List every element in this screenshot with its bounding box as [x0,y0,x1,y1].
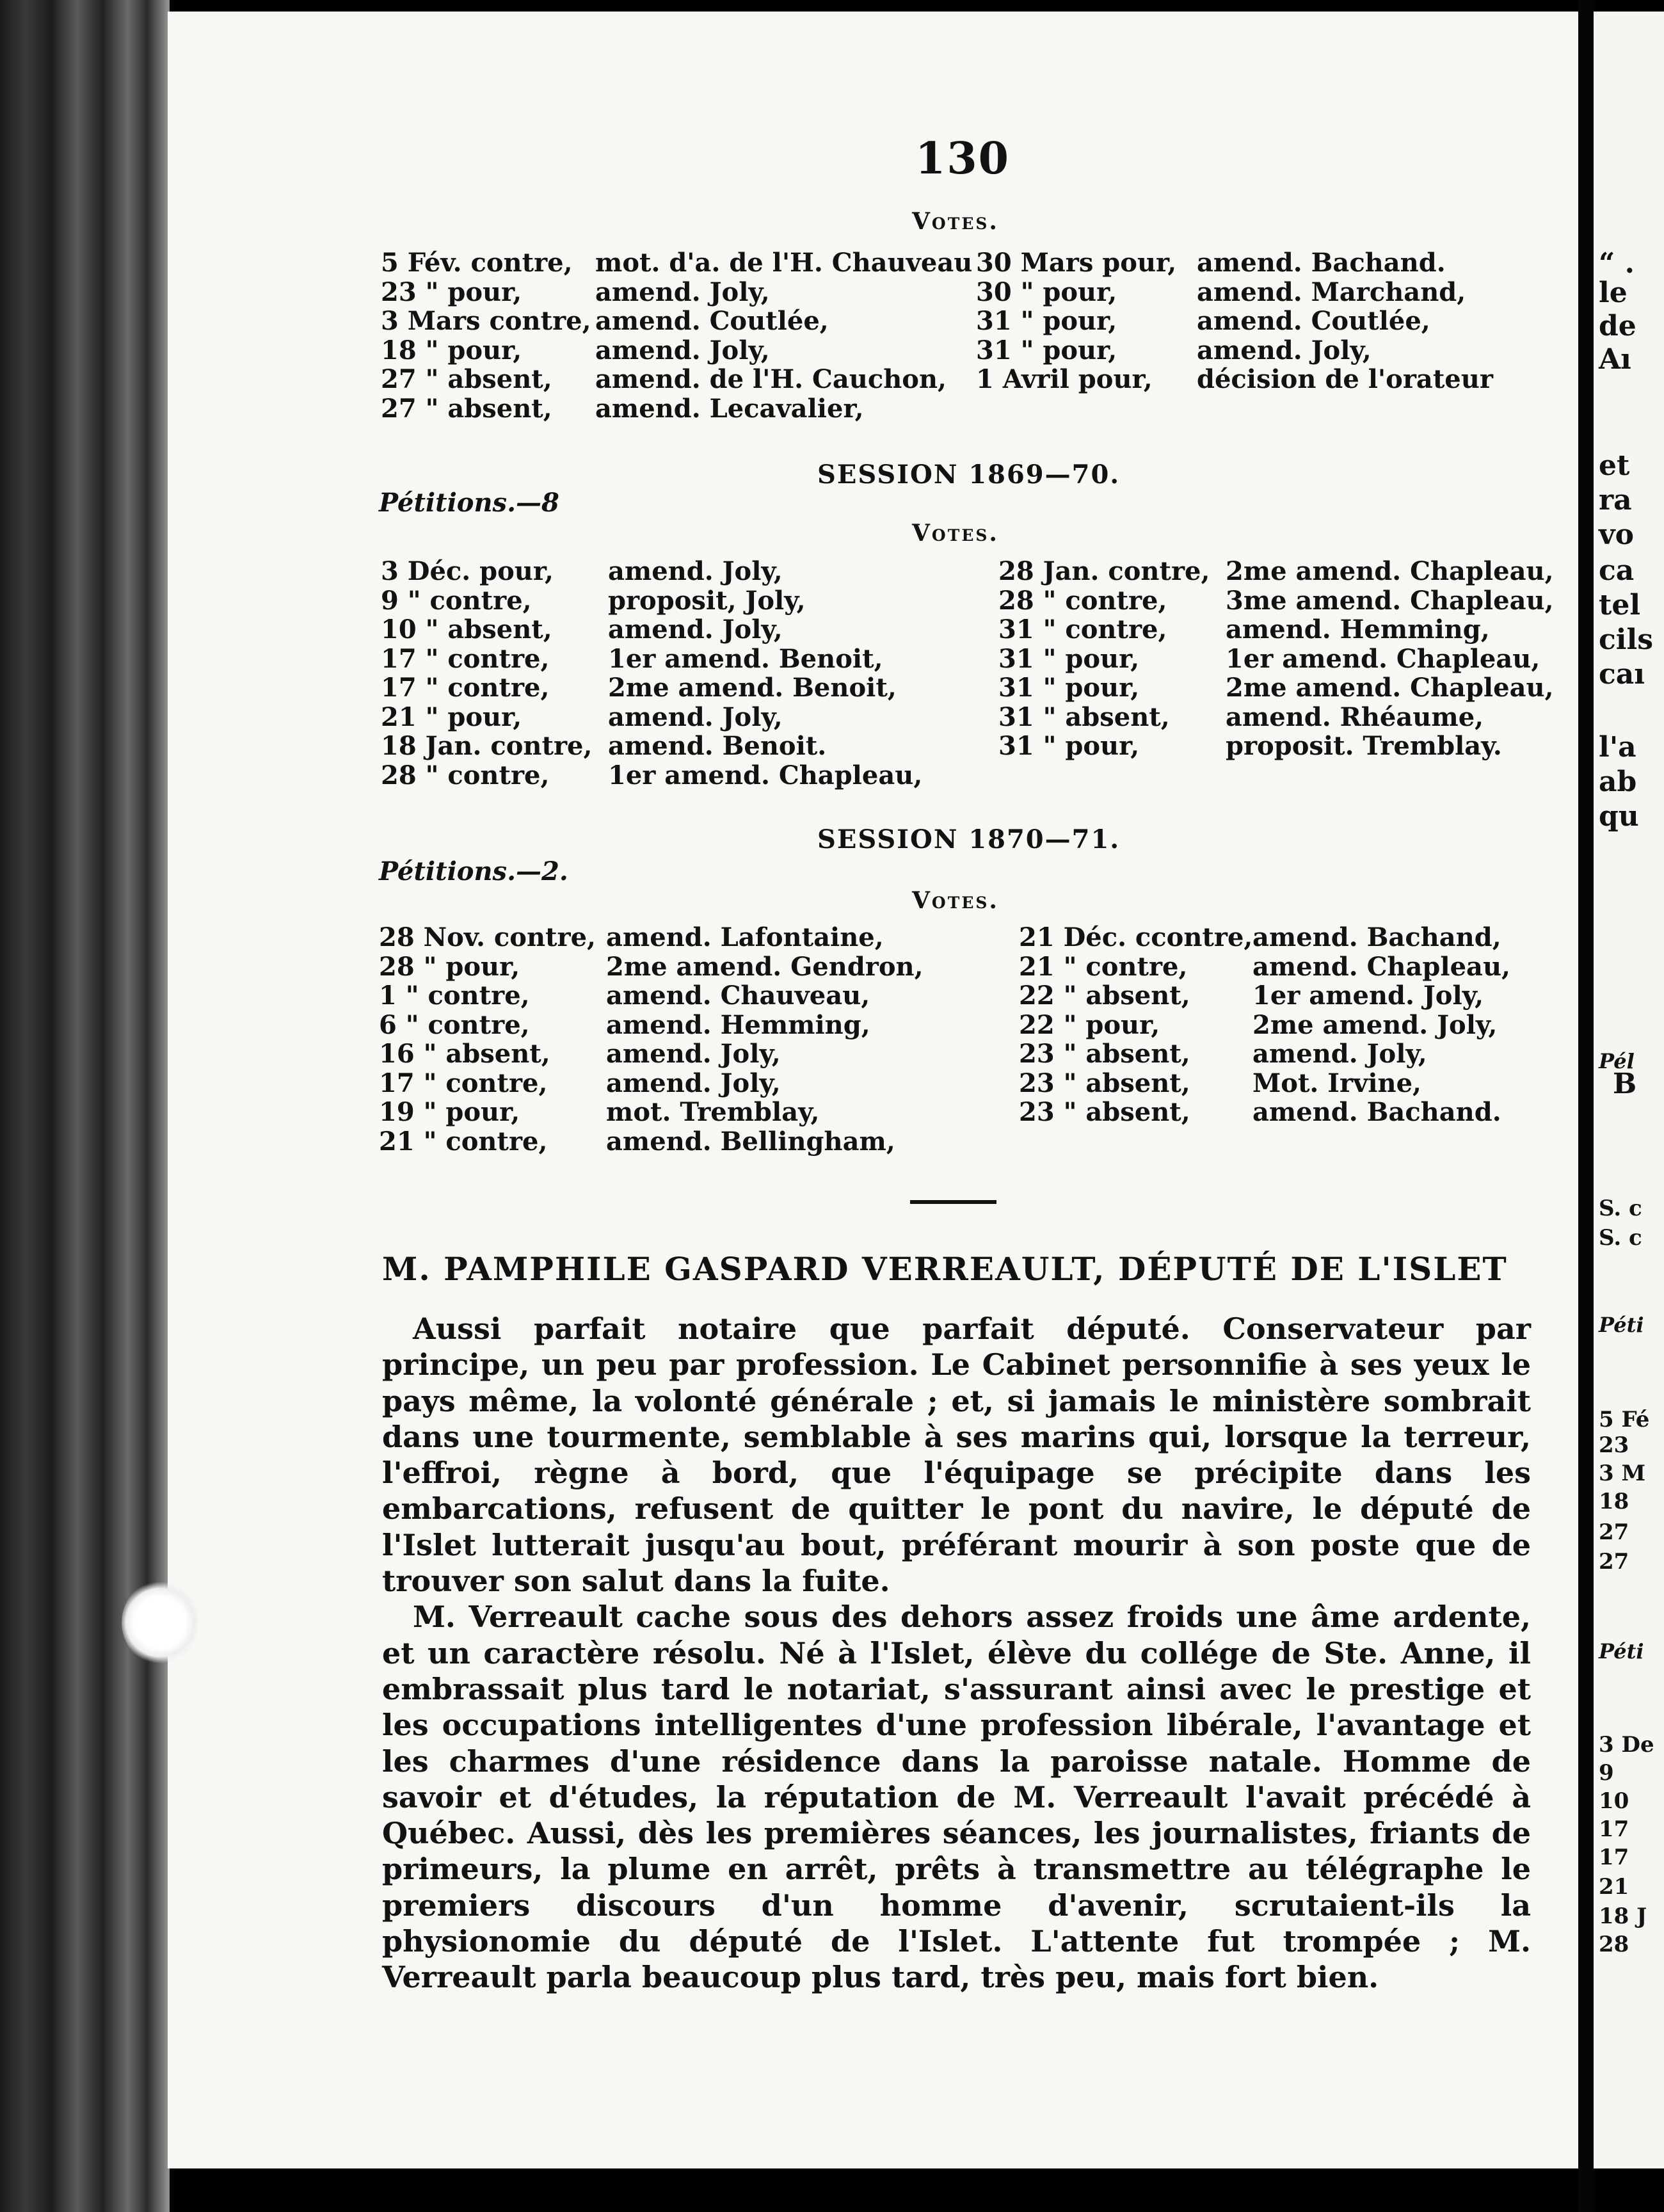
vote-cell: 19 " pour, [379,1097,520,1127]
vote-cell: 6 " contre, [379,1009,530,1040]
vote-cell: 27 " absent, [381,393,552,424]
paper-stain [122,1581,198,1664]
vote-cell: amend. Joly, [608,614,783,645]
vote-cell: 28 " contre, [998,585,1167,616]
vote-cell: 21 Déc. ccontre, [1019,922,1253,952]
article-body [382,1311,1531,1996]
page-number: 130 [915,133,1010,184]
next-page-fragment: 23 [1599,1432,1629,1458]
vote-cell: amend. Bachand. [1252,1097,1501,1127]
vote-cell: amend. Chauveau, [606,981,870,1011]
vote-cell: 30 " pour, [976,276,1117,307]
vote-cell: 28 Jan. contre, [998,556,1210,586]
next-page-fragment: 5 Fé [1599,1407,1650,1432]
vote-cell: 31 " pour, [998,643,1140,674]
votes-heading: Votes. [912,208,999,235]
vote-cell: 9 " contre, [381,585,532,616]
article-paragraph: M. Verreault cache sous des dehors assez froids une âme ardente, et un caractère résolu. Né à l'Islet, élève du collége de Ste. Anne, il embrassait plus tard le notariat, s'assurant ainsi avec le prestige et les occupations intelligentes d'une profession libérale, l'avantage et les charmes d'une résidence dans la paroisse natale. Homme de savoir et d'études, la réputation de M. Verreault l'avait précédé à Québec. Aussi, dès les premières séances, les journalistes, friants de primeurs, la plume en arrêt, prêts à transmettre au télégraphe le premiers discours d'un homme d'avenir, scrutaient-ils la physionomie du député de l'Islet. L'attente fut trompée ; M. Verreault parla beaucoup plus tard, très peu, mais fort bien. [382,1599,1531,1995]
vote-cell: 2me amend. Benoit, [608,673,897,703]
vote-cell: proposit. Tremblay. [1226,731,1502,761]
next-page-fragment: S. c [1599,1196,1642,1221]
next-page-fragment: 18 J [1599,1903,1647,1929]
vote-cell: 31 " pour, [998,673,1140,703]
vote-cell: 3me amend. Chapleau, [1226,585,1554,616]
vote-cell [1252,1127,1528,1157]
next-page-fragment: “ . [1599,247,1635,280]
vote-cell: amend. Joly, [1197,335,1372,365]
vote-cell: amend. Joly, [606,1039,781,1069]
petitions-count: Pétitions.—8 [379,488,559,518]
vote-cell: 17 " contre, [381,643,550,674]
book-binding [0,0,170,2212]
vote-cell: 23 " absent, [1019,1068,1190,1098]
next-page-fragment: 9 [1599,1760,1614,1786]
next-page-fragment: qu [1599,800,1639,833]
vote-cell: 31 " absent, [998,701,1170,732]
next-page-fragment: vo [1599,518,1634,551]
vote-cell: amend. Rhéaume, [1226,701,1484,732]
vote-cell: mot. d'a. de l'H. Chauveau [595,248,973,278]
next-page-fragment: S. c [1599,1225,1642,1251]
vote-cell: mot. Tremblay, [606,1097,820,1127]
vote-cell: 21 " contre, [1019,951,1188,982]
next-page-fragment: 18 [1599,1489,1629,1514]
vote-cell: amend. Marchand, [1197,276,1466,307]
vote-cell: amend. Coutlée, [1197,306,1430,336]
vote-cell: 17 " contre, [379,1068,548,1098]
vote-cell [976,394,1197,424]
vote-cell [1197,394,1498,424]
vote-cell: Mot. Irvine, [1252,1068,1421,1098]
next-page-fragment: 28 [1599,1932,1629,1957]
vote-cell: 23 " absent, [1019,1097,1190,1127]
next-page-fragment: 17 [1599,1845,1629,1870]
next-page-fragment: tel [1599,589,1641,621]
vote-cell: proposit, Joly, [608,585,806,616]
next-page-fragment: 10 [1599,1788,1629,1814]
vote-cell: 18 " pour, [381,335,522,365]
section-divider [910,1200,996,1204]
vote-cell [1019,1127,1252,1157]
next-page-fragment: 21 [1599,1874,1629,1900]
vote-cell: 31 " contre, [998,614,1167,645]
votes-table-1869-70 [381,556,1554,790]
vote-cell: 18 Jan. contre, [381,731,593,761]
vote-cell: amend. Hemming, [606,1009,870,1040]
vote-cell: amend. Bachand. [1197,248,1446,278]
next-page-fragment: l'a [1599,731,1636,764]
vote-cell: 31 " pour, [976,306,1117,336]
vote-cell: 5 Fév. contre, [381,248,573,278]
next-page-fragment: et [1599,449,1630,482]
vote-cell: amend. Bachand, [1252,922,1501,952]
vote-cell: amend. Coutlée, [595,306,829,336]
vote-cell: 21 " pour, [381,701,522,732]
vote-cell: 1er amend. Joly, [1252,981,1484,1011]
vote-cell: 28 " contre, [381,760,550,790]
vote-cell: amend. Lafontaine, [606,922,884,952]
vote-cell: 1 Avril pour, [976,364,1153,394]
vote-cell: amend. Bellingham, [606,1126,895,1157]
next-page-fragment: ab [1599,765,1637,798]
next-page-fragment: ra [1599,484,1632,517]
votes-table-1870-71 [379,923,1528,1156]
vote-cell: amend. Joly, [1252,1039,1427,1069]
vote-cell: amend. Joly, [606,1068,781,1098]
vote-cell: 2me amend. Chapleau, [1226,673,1554,703]
vote-cell: 1 " contre, [379,981,530,1011]
next-page-fragment: caı [1599,658,1645,691]
session-title: SESSION 1870—71. [817,824,1121,854]
next-page-fragment: 3 De [1599,1732,1654,1758]
vote-cell: 3 Déc. pour, [381,556,554,586]
vote-cell: amend. Benoit. [608,731,827,761]
vote-cell: 1er amend. Chapleau, [608,760,923,790]
vote-cell: 21 " contre, [379,1126,548,1157]
vote-cell: 30 Mars pour, [976,248,1177,278]
next-page-fragment: Pél [1599,1049,1635,1073]
vote-cell [1226,761,1520,790]
vote-cell: 28 " pour, [379,951,520,982]
vote-cell: 16 " absent, [379,1039,550,1069]
session-title: SESSION 1869—70. [817,460,1121,490]
vote-cell: 31 " pour, [998,731,1140,761]
vote-cell: amend. Lecavalier, [595,393,864,424]
vote-cell: 28 Nov. contre, [379,922,596,952]
next-page-fragment: de [1599,310,1636,342]
vote-cell: amend. Joly, [608,701,783,732]
vote-cell: 22 " absent, [1019,981,1190,1011]
vote-cell: 22 " pour, [1019,1009,1160,1040]
vote-cell: amend. Joly, [595,276,770,307]
vote-cell: 2me amend. Joly, [1252,1009,1498,1040]
next-page-fragment: ca [1599,554,1635,587]
vote-cell: amend. de l'H. Cauchon, [595,364,947,394]
vote-cell: 27 " absent, [381,364,552,394]
next-page-fragment: B [1613,1068,1637,1100]
article-paragraph: Aussi parfait notaire que parfait député. Conservateur par principe, un peu par profession. Le Cabinet personnifie à ses yeux le pays même, la volonté générale ; et, si jamais le ministère sombrait dans une tourmente, semblable à ses marins qui, lorsque la terreur, l'effroi, règne à bord, que l'équipage se précipite dans les embarcations, refusent de quitter le pont du navire, le député de l'Islet lutterait jusqu'au bout, préférant mourir à son poste que de trouver son salut dans la fuite. [382,1311,1531,1599]
vote-cell: 17 " contre, [381,673,550,703]
vote-cell: 23 " absent, [1019,1039,1190,1069]
vote-cell: 1er amend. Chapleau, [1226,643,1540,674]
vote-cell: amend. Chapleau, [1252,951,1510,982]
vote-cell: amend. Joly, [595,335,770,365]
vote-cell: décision de l'orateur [1197,364,1493,394]
vote-cell: amend. Joly, [608,556,783,586]
next-page-fragment: le [1599,276,1628,309]
vote-cell [998,761,1226,790]
next-page-fragment: cils [1599,623,1653,656]
vote-cell: amend. Hemming, [1226,614,1490,645]
next-page-edge [1594,12,1664,2168]
next-page-fragment: 17 [1599,1816,1629,1842]
vote-cell: 1er amend. Benoit, [608,643,883,674]
votes-table-1868-69 [381,248,1498,423]
vote-cell: 31 " pour, [976,335,1117,365]
next-page-fragment: 27 [1599,1519,1629,1545]
next-page-fragment: Péti [1599,1639,1644,1663]
vote-cell: 23 " pour, [381,276,522,307]
page-gutter [1578,0,1595,2212]
next-page-fragment: Péti [1599,1313,1644,1337]
article-heading: M. PAMPHILE GASPARD VERREAULT, DÉPUTÉ DE L'ISLET [382,1250,1508,1288]
vote-cell: 3 Mars contre, [381,306,591,336]
petitions-count: Pétitions.—2. [379,856,568,886]
next-page-fragment: 27 [1599,1549,1629,1575]
vote-cell: 2me amend. Chapleau, [1226,556,1554,586]
next-page-fragment: 3 M [1599,1461,1646,1486]
vote-cell: 10 " absent, [381,614,552,645]
votes-heading: Votes. [912,520,999,547]
next-page-fragment: Aı [1599,343,1631,376]
vote-cell: 2me amend. Gendron, [606,951,924,982]
votes-heading: Votes. [912,887,999,914]
